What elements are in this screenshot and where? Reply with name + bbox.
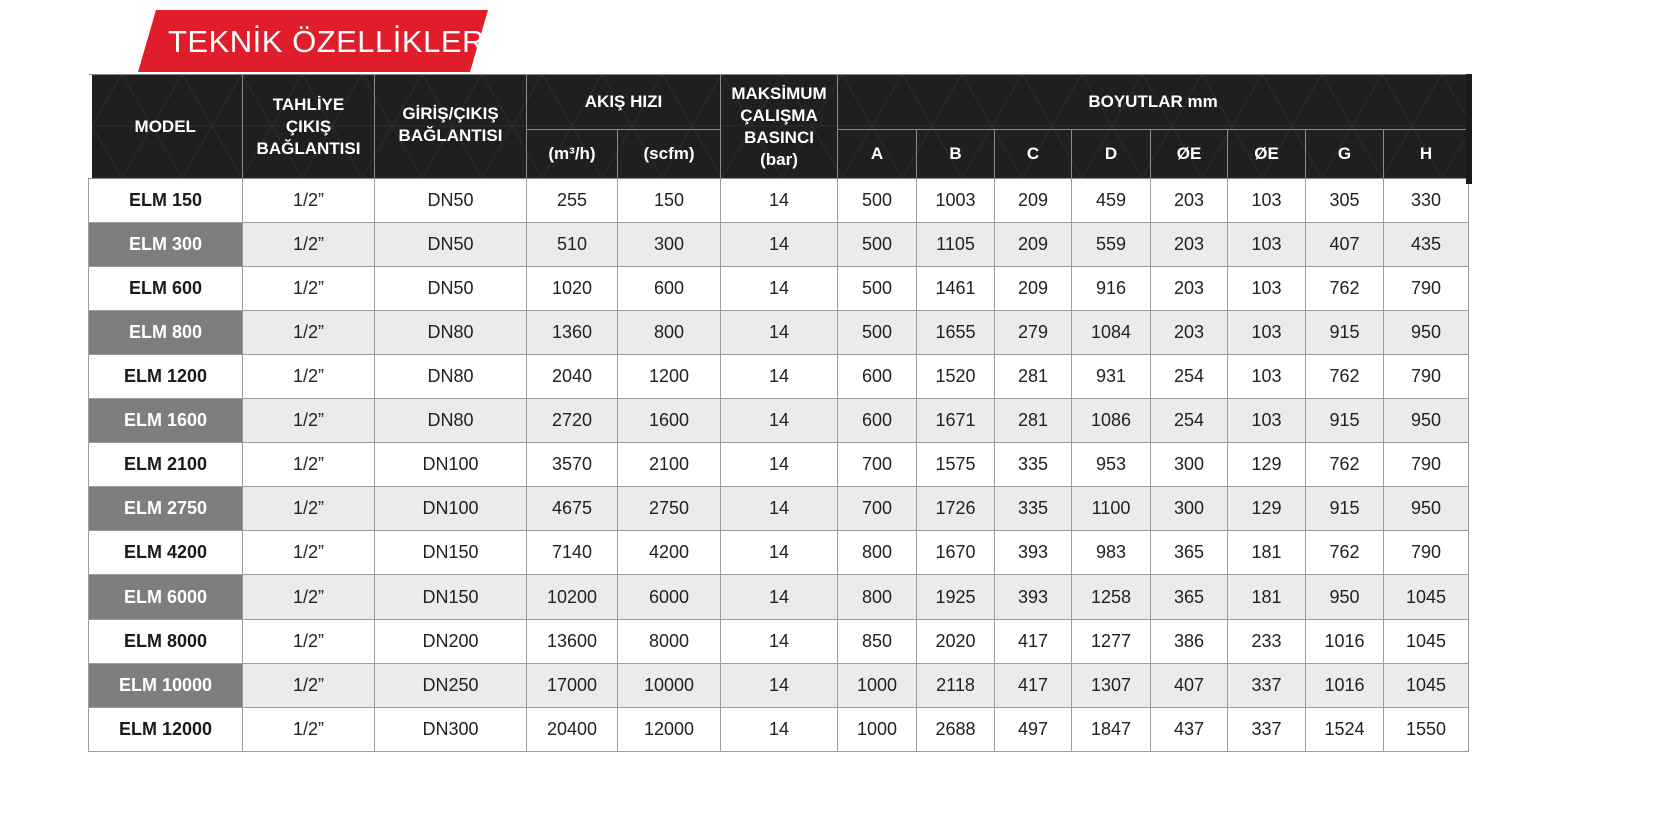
table-cell: 8000 — [618, 620, 721, 664]
table-cell: 953 — [1072, 443, 1151, 487]
table-cell: 281 — [995, 399, 1072, 443]
table-cell: 800 — [618, 311, 721, 355]
table-cell: 14 — [721, 267, 838, 311]
table-cell: 600 — [838, 355, 917, 399]
table-cell: 129 — [1228, 443, 1306, 487]
table-cell: 103 — [1228, 355, 1306, 399]
table-cell: 335 — [995, 487, 1072, 531]
table-cell: 1461 — [917, 267, 995, 311]
table-cell: 12000 — [618, 708, 721, 752]
table-cell: 850 — [838, 620, 917, 664]
table-cell: 1100 — [1072, 487, 1151, 531]
table-cell: 1/2” — [243, 531, 375, 575]
col-header-maks: MAKSİMUM ÇALIŞMA BASINCI (bar) — [721, 75, 838, 179]
table-cell: 209 — [995, 179, 1072, 223]
table-cell: 1847 — [1072, 708, 1151, 752]
table-cell: 279 — [995, 311, 1072, 355]
table-cell: 209 — [995, 267, 1072, 311]
table-cell: 181 — [1228, 575, 1306, 620]
table-cell: 103 — [1228, 223, 1306, 267]
table-cell: 600 — [618, 267, 721, 311]
table-cell: 14 — [721, 311, 838, 355]
table-row — [89, 708, 1469, 752]
table-cell: 3570 — [527, 443, 618, 487]
col-header-dim-c: C — [995, 130, 1072, 179]
table-cell: 790 — [1384, 355, 1469, 399]
table-cell: 983 — [1072, 531, 1151, 575]
table-cell: 337 — [1228, 664, 1306, 708]
table-row — [89, 355, 1469, 399]
table-cell: 14 — [721, 355, 838, 399]
col-header-giris: GİRİŞ/ÇIKIŞ BAĞLANTISI — [375, 75, 527, 179]
table-cell: 1277 — [1072, 620, 1151, 664]
col-header-dim-e1: ØE — [1151, 130, 1228, 179]
table-cell: 1550 — [1384, 708, 1469, 752]
model-cell: ELM 2750 — [89, 487, 243, 531]
table-cell: 950 — [1384, 311, 1469, 355]
table-cell: 762 — [1306, 267, 1384, 311]
table-cell: 2750 — [618, 487, 721, 531]
table-cell: 2720 — [527, 399, 618, 443]
table-cell: 2100 — [618, 443, 721, 487]
model-cell: ELM 6000 — [89, 575, 243, 620]
table-cell: 300 — [1151, 487, 1228, 531]
table-cell: 1360 — [527, 311, 618, 355]
page-title: TEKNİK ÖZELLİKLER — [168, 24, 485, 59]
table-cell: 1671 — [917, 399, 995, 443]
col-header-dim-h: H — [1384, 130, 1469, 179]
table-cell: 1575 — [917, 443, 995, 487]
table-cell: 1670 — [917, 531, 995, 575]
table-cell: 1/2” — [243, 575, 375, 620]
table-cell: 103 — [1228, 179, 1306, 223]
col-header-model: MODEL — [89, 75, 243, 179]
table-row — [89, 443, 1469, 487]
table-cell: 1200 — [618, 355, 721, 399]
table-cell: 1524 — [1306, 708, 1384, 752]
table-cell: 14 — [721, 443, 838, 487]
table-cell: 931 — [1072, 355, 1151, 399]
table-cell: DN100 — [375, 443, 527, 487]
table-cell: 1925 — [917, 575, 995, 620]
table-cell: 1307 — [1072, 664, 1151, 708]
table-row — [89, 399, 1469, 443]
table-cell: 1/2” — [243, 620, 375, 664]
table-cell: 1084 — [1072, 311, 1151, 355]
model-cell: ELM 4200 — [89, 531, 243, 575]
table-cell: 500 — [838, 267, 917, 311]
col-header-akis: AKIŞ HIZI — [527, 75, 721, 130]
table-cell: 600 — [838, 399, 917, 443]
table-cell: 1045 — [1384, 575, 1469, 620]
spec-table-body — [89, 179, 1469, 752]
table-cell: 800 — [838, 575, 917, 620]
table-row — [89, 311, 1469, 355]
table-row — [89, 620, 1469, 664]
table-cell: 500 — [838, 179, 917, 223]
table-cell: 1/2” — [243, 399, 375, 443]
table-cell: DN50 — [375, 179, 527, 223]
table-cell: 281 — [995, 355, 1072, 399]
table-cell: 790 — [1384, 267, 1469, 311]
table-cell: 203 — [1151, 311, 1228, 355]
col-header-dim-g: G — [1306, 130, 1384, 179]
table-cell: DN80 — [375, 399, 527, 443]
col-header-dim-a: A — [838, 130, 917, 179]
table-cell: 393 — [995, 531, 1072, 575]
table-cell: 435 — [1384, 223, 1469, 267]
table-cell: 500 — [838, 223, 917, 267]
model-cell: ELM 600 — [89, 267, 243, 311]
table-cell: 254 — [1151, 355, 1228, 399]
model-cell: ELM 12000 — [89, 708, 243, 752]
model-cell: ELM 150 — [89, 179, 243, 223]
table-cell: DN200 — [375, 620, 527, 664]
table-cell: 254 — [1151, 399, 1228, 443]
header-edge — [1466, 74, 1472, 184]
table-cell: 203 — [1151, 223, 1228, 267]
title-banner — [138, 10, 488, 72]
table-row — [89, 664, 1469, 708]
table-cell: 559 — [1072, 223, 1151, 267]
table-cell: DN80 — [375, 355, 527, 399]
spec-table — [88, 74, 1469, 752]
table-cell: 950 — [1306, 575, 1384, 620]
table-cell: 14 — [721, 620, 838, 664]
table-cell: 6000 — [618, 575, 721, 620]
table-cell: 1020 — [527, 267, 618, 311]
col-header-dim-e2: ØE — [1228, 130, 1306, 179]
table-cell: 14 — [721, 487, 838, 531]
table-cell: 1/2” — [243, 267, 375, 311]
table-cell: 203 — [1151, 179, 1228, 223]
table-cell: 417 — [995, 664, 1072, 708]
table-cell: 14 — [721, 575, 838, 620]
table-cell: 915 — [1306, 311, 1384, 355]
model-cell: ELM 10000 — [89, 664, 243, 708]
table-cell: 510 — [527, 223, 618, 267]
model-cell: ELM 1200 — [89, 355, 243, 399]
table-cell: 1655 — [917, 311, 995, 355]
table-cell: 14 — [721, 664, 838, 708]
table-cell: 407 — [1306, 223, 1384, 267]
table-cell: 1600 — [618, 399, 721, 443]
table-cell: 1/2” — [243, 179, 375, 223]
table-cell: 209 — [995, 223, 1072, 267]
table-cell: 915 — [1306, 487, 1384, 531]
table-cell: 103 — [1228, 311, 1306, 355]
table-cell: DN150 — [375, 531, 527, 575]
col-header-scfm: (scfm) — [618, 130, 721, 179]
table-row — [89, 575, 1469, 620]
table-cell: DN50 — [375, 267, 527, 311]
table-cell: 497 — [995, 708, 1072, 752]
table-cell: 1726 — [917, 487, 995, 531]
table-cell: 1/2” — [243, 708, 375, 752]
table-cell: 1000 — [838, 708, 917, 752]
table-cell: 300 — [618, 223, 721, 267]
table-cell: 203 — [1151, 267, 1228, 311]
table-cell: 335 — [995, 443, 1072, 487]
table-cell: 2118 — [917, 664, 995, 708]
table-cell: 916 — [1072, 267, 1151, 311]
table-cell: 1045 — [1384, 664, 1469, 708]
table-cell: 2040 — [527, 355, 618, 399]
table-cell: 365 — [1151, 531, 1228, 575]
model-cell: ELM 800 — [89, 311, 243, 355]
table-cell: 129 — [1228, 487, 1306, 531]
table-cell: 762 — [1306, 531, 1384, 575]
table-cell: 1/2” — [243, 443, 375, 487]
table-cell: 790 — [1384, 531, 1469, 575]
table-cell: 14 — [721, 223, 838, 267]
table-cell: 762 — [1306, 355, 1384, 399]
table-cell: 950 — [1384, 399, 1469, 443]
table-cell: 500 — [838, 311, 917, 355]
model-cell: ELM 300 — [89, 223, 243, 267]
table-cell: 1/2” — [243, 311, 375, 355]
table-cell: 10200 — [527, 575, 618, 620]
table-cell: 4675 — [527, 487, 618, 531]
table-cell: 1003 — [917, 179, 995, 223]
table-cell: 181 — [1228, 531, 1306, 575]
table-cell: 1/2” — [243, 664, 375, 708]
table-cell: 790 — [1384, 443, 1469, 487]
table-cell: DN80 — [375, 311, 527, 355]
table-cell: 255 — [527, 179, 618, 223]
table-cell: 393 — [995, 575, 1072, 620]
table-cell: 4200 — [618, 531, 721, 575]
table-cell: 1/2” — [243, 223, 375, 267]
table-cell: 337 — [1228, 708, 1306, 752]
table-cell: 1016 — [1306, 664, 1384, 708]
table-cell: 1/2” — [243, 487, 375, 531]
table-cell: 1258 — [1072, 575, 1151, 620]
table-row — [89, 223, 1469, 267]
table-cell: 7140 — [527, 531, 618, 575]
table-cell: 417 — [995, 620, 1072, 664]
table-cell: 700 — [838, 443, 917, 487]
col-header-dim-d: D — [1072, 130, 1151, 179]
table-cell: 1105 — [917, 223, 995, 267]
table-cell: 103 — [1228, 399, 1306, 443]
table-cell: 700 — [838, 487, 917, 531]
table-cell: 10000 — [618, 664, 721, 708]
table-cell: 330 — [1384, 179, 1469, 223]
table-cell: DN100 — [375, 487, 527, 531]
table-cell: 14 — [721, 179, 838, 223]
table-cell: 14 — [721, 708, 838, 752]
table-cell: 20400 — [527, 708, 618, 752]
table-cell: 2020 — [917, 620, 995, 664]
table-cell: 800 — [838, 531, 917, 575]
col-header-m3h: (m³/h) — [527, 130, 618, 179]
table-cell: 233 — [1228, 620, 1306, 664]
table-cell: 14 — [721, 531, 838, 575]
table-cell: 13600 — [527, 620, 618, 664]
model-cell: ELM 8000 — [89, 620, 243, 664]
table-cell: 2688 — [917, 708, 995, 752]
model-cell: ELM 2100 — [89, 443, 243, 487]
table-cell: 305 — [1306, 179, 1384, 223]
col-header-dim-b: B — [917, 130, 995, 179]
table-cell: 1086 — [1072, 399, 1151, 443]
table-cell: 1/2” — [243, 355, 375, 399]
table-cell: DN250 — [375, 664, 527, 708]
table-cell: DN50 — [375, 223, 527, 267]
table-cell: 17000 — [527, 664, 618, 708]
table-cell: 1520 — [917, 355, 995, 399]
table-cell: 762 — [1306, 443, 1384, 487]
table-cell: DN150 — [375, 575, 527, 620]
table-cell: 1000 — [838, 664, 917, 708]
table-cell: 915 — [1306, 399, 1384, 443]
table-cell: DN300 — [375, 708, 527, 752]
table-cell: 365 — [1151, 575, 1228, 620]
table-row — [89, 179, 1469, 223]
col-header-tahliye: TAHLİYE ÇIKIŞ BAĞLANTISI — [243, 75, 375, 179]
col-header-boyutlar: BOYUTLAR mm — [838, 75, 1469, 130]
table-cell: 103 — [1228, 267, 1306, 311]
table-cell: 437 — [1151, 708, 1228, 752]
table-cell: 1016 — [1306, 620, 1384, 664]
table-cell: 14 — [721, 399, 838, 443]
table-row — [89, 267, 1469, 311]
table-cell: 300 — [1151, 443, 1228, 487]
table-cell: 386 — [1151, 620, 1228, 664]
table-row — [89, 531, 1469, 575]
table-cell: 459 — [1072, 179, 1151, 223]
table-cell: 407 — [1151, 664, 1228, 708]
model-cell: ELM 1600 — [89, 399, 243, 443]
table-row — [89, 487, 1469, 531]
table-cell: 1045 — [1384, 620, 1469, 664]
table-cell: 950 — [1384, 487, 1469, 531]
table-cell: 150 — [618, 179, 721, 223]
